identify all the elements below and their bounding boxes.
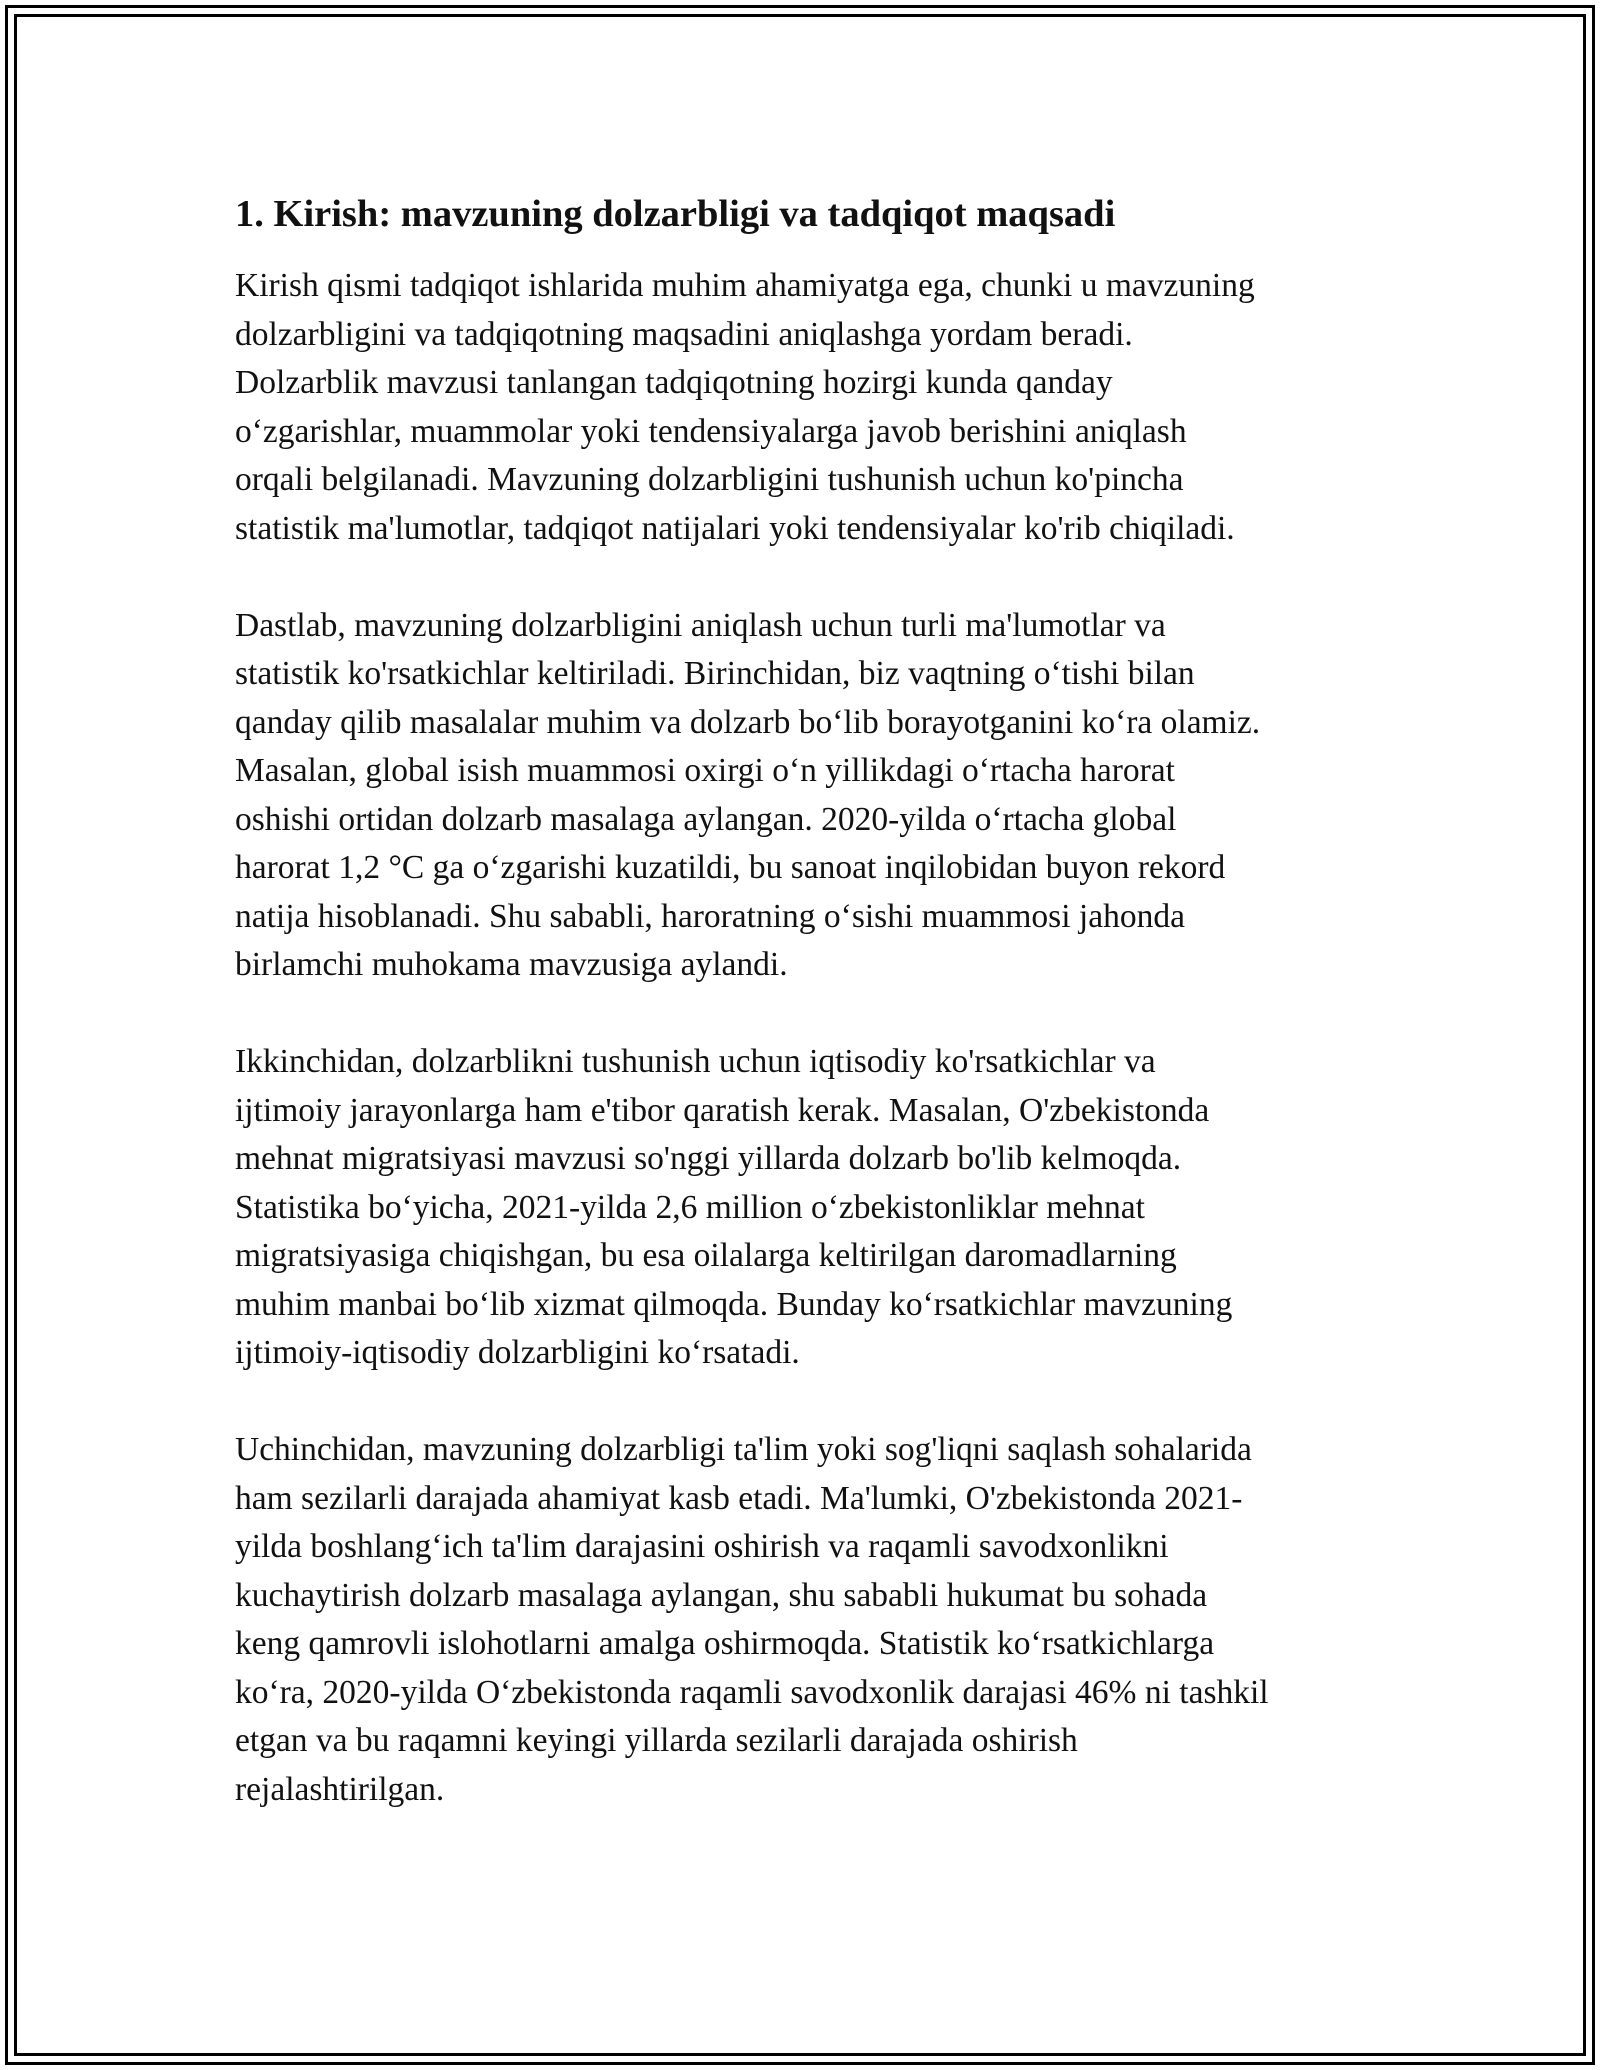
text-line: ko‘ra, 2020-yilda O‘zbekistonda raqamli savodxonlik darajasi 46% ni tashkil [235, 1673, 1269, 1711]
text-line: orqali belgilanadi. Mavzuning dolzarbligini tushunish uchun ko'pincha [235, 461, 1184, 498]
text-line: o‘zgarishlar, muammolar yoki tendensiyalarga javob berishini aniqlash [235, 412, 1187, 450]
text-line: qanday qilib masalalar muhim va dolzarb bo‘lib borayotganini ko‘ra olamiz. [235, 703, 1261, 741]
text-line: ham sezilarli darajada ahamiyat kasb etadi. Ma'lumki, O'zbekistonda 2021- [235, 1479, 1243, 1517]
text-line: Uchinchidan, mavzuning dolzarbligi ta'lim yoki sog'liqni saqlash sohalarida [235, 1431, 1252, 1468]
text-line: Ikkinchidan, dolzarblikni tushunish uchun iqtisodiy ko'rsatkichlar va [235, 1043, 1156, 1080]
text-line: ijtimoiy-iqtisodiy dolzarbligini ko‘rsatadi. [235, 1334, 800, 1371]
text-line: yilda boshlang‘ich ta'lim darajasini oshirish va raqamli savodxonlikni [235, 1528, 1169, 1565]
paragraph-introduction [235, 262, 1375, 553]
text-line: rejalashtirilgan. [235, 1770, 445, 1808]
text-line: oshishi ortidan dolzarb masalaga aylangan. 2020-yilda o‘rtacha global [235, 800, 1177, 838]
text-line: natija hisoblanadi. Shu sababli, haroratning o‘sishi muammosi jahonda [235, 897, 1185, 935]
section-heading: 1. Kirish: mavzuning dolzarbligi va tadqiqot maqsadi [235, 193, 1116, 235]
text-line: Dolzarblik mavzusi tanlangan tadqiqotning hozirgi kunda qanday [235, 364, 1113, 401]
text-line: statistik ko'rsatkichlar keltiriladi. Birinchidan, biz vaqtning o‘tishi bilan [235, 655, 1195, 692]
text-line: migratsiyasiga chiqishgan, bu esa oilalarga keltirilgan daromadlarning [235, 1237, 1177, 1274]
document-body [235, 188, 1375, 1814]
paragraph-education-health [235, 1426, 1375, 1814]
text-line: etgan va bu raqamni keyingi yillarda sezilarli darajada oshirish [235, 1722, 1078, 1759]
text-line: Dastlab, mavzuning dolzarbligini aniqlash uchun turli ma'lumotlar va [235, 606, 1166, 644]
text-line: Masalan, global isish muammosi oxirgi o‘n yillikdagi o‘rtacha harorat [235, 752, 1175, 789]
text-line: dolzarbligini va tadqiqotning maqsadini aniqlashga yordam beradi. [235, 315, 1133, 353]
text-line: Statistika bo‘yicha, 2021-yilda 2,6 million o‘zbekistonliklar mehnat [235, 1188, 1145, 1226]
text-line: muhim manbai bo‘lib xizmat qilmoqda. Bunday ko‘rsatkichlar mavzuning [235, 1285, 1233, 1323]
text-line: mehnat migratsiyasi mavzusi so'nggi yillarda dolzarb bo'lib kelmoqda. [235, 1140, 1182, 1177]
text-line: keng qamrovli islohotlarni amalga oshirmoqda. Statistik ko‘rsatkichlarga [235, 1625, 1215, 1662]
paragraph-labor-migration [235, 1038, 1375, 1378]
text-line: Kirish qismi tadqiqot ishlarida muhim ahamiyatga ega, chunki u mavzuning [235, 267, 1255, 304]
text-line: harorat 1,2 °C ga o‘zgarishi kuzatildi, bu sanoat inqilobidan buyon rekord [235, 849, 1226, 886]
text-line: birlamchi muhokama mavzusiga aylandi. [235, 946, 788, 983]
paragraph-global-warming [235, 602, 1375, 990]
text-line: statistik ma'lumotlar, tadqiqot natijalari yoki tendensiyalar ko'rib chiqiladi. [235, 509, 1235, 547]
text-line: ijtimoiy jarayonlarga ham e'tibor qaratish kerak. Masalan, O'zbekistonda [235, 1091, 1210, 1129]
text-line: kuchaytirish dolzarb masalaga aylangan, shu sababli hukumat bu sohada [235, 1576, 1208, 1614]
